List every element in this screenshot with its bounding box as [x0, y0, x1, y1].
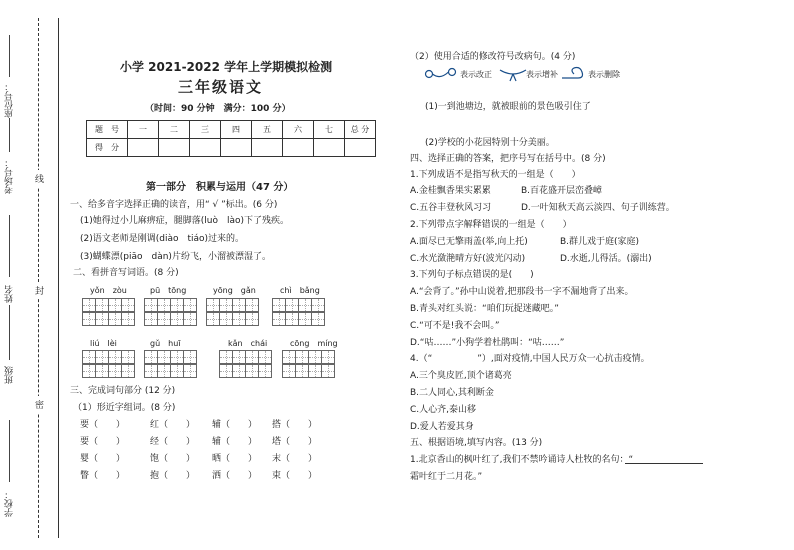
- score-cell[interactable]: [221, 139, 252, 157]
- q3-title: 三、完成词句部分 (12 分): [70, 386, 176, 396]
- name-field[interactable]: [9, 215, 10, 277]
- score-header-cell: 七: [314, 121, 345, 139]
- pinyin-label: yōng gǎn: [213, 286, 256, 295]
- q4-option: C.五谷丰登秋风习习: [410, 203, 492, 213]
- q5-sentence-end: 霜叶红于二月花。”: [410, 472, 483, 482]
- q4-option: D.一叶知秋天高云淡四、句子训练营。: [521, 203, 675, 213]
- writing-grid[interactable]: [144, 350, 196, 364]
- score-header-row: [87, 121, 376, 139]
- q4-option: C.“可不是!我不会叫。”: [410, 321, 500, 331]
- cut-char-seal: 封: [35, 282, 44, 299]
- word-item: 要（ ）: [80, 437, 126, 447]
- pinyin-label: chì bǎng: [280, 286, 320, 295]
- writing-grid[interactable]: [206, 298, 258, 312]
- score-header-cell: 五: [252, 121, 283, 139]
- q1-title: 一、给多音字选择正确的读音，用“ √ ”标出。(6 分): [70, 200, 278, 210]
- pinyin-label: gǔ huī: [150, 339, 181, 348]
- writing-grid[interactable]: [282, 364, 334, 378]
- word-item: 婴（ ）: [80, 454, 126, 464]
- score-header-cell: 总 分: [345, 121, 376, 139]
- word-item: 末（ ）: [272, 454, 318, 464]
- score-cell[interactable]: [128, 139, 159, 157]
- q4-option: B.青头对红头说：“咱们玩捉迷藏吧。”: [410, 304, 559, 314]
- writing-grid[interactable]: [82, 350, 134, 364]
- pinyin-label: cōng míng: [290, 339, 338, 348]
- pinyin-label: pū tōng: [150, 286, 187, 295]
- binding-dashed-line: [38, 18, 39, 538]
- q4-option: A.三个臭皮匠,顶个诸葛亮: [410, 371, 512, 381]
- time-info: （时间：90 分钟 满分：100 分）: [145, 104, 291, 114]
- writing-grid[interactable]: [282, 350, 334, 364]
- score-cell[interactable]: [252, 139, 283, 157]
- word-item: 红（ ）: [150, 420, 196, 430]
- insert-symbol-icon: [498, 66, 528, 82]
- q4-option: A.金桂飘香果实累累: [410, 186, 491, 196]
- q4-option: D.“咕……”小狗学着杜鹃叫：“咕……”: [410, 338, 565, 348]
- exam-room-label: 考场号：: [5, 158, 15, 194]
- writing-grid[interactable]: [144, 298, 196, 312]
- score-row: [87, 139, 376, 157]
- word-item: 束（ ）: [272, 471, 318, 481]
- school-field[interactable]: [9, 420, 10, 482]
- word-item: 抱（ ）: [150, 471, 196, 481]
- score-cell[interactable]: [283, 139, 314, 157]
- word-item: 辅（ ）: [212, 420, 258, 430]
- word-item: 饱（ ）: [150, 454, 196, 464]
- word-item: 晒（ ）: [212, 454, 258, 464]
- writing-grid[interactable]: [206, 312, 258, 326]
- legend-correct: 表示改正: [460, 70, 492, 79]
- q3-subtitle: （1）形近字组词。(8 分): [73, 403, 176, 413]
- exam-subject: 三年级语文: [178, 78, 264, 96]
- word-item: 瞥（ ）: [80, 471, 126, 481]
- exam-title: 小学 2021-2022 学年上学期模拟检测: [120, 60, 333, 74]
- writing-grid[interactable]: [219, 350, 271, 364]
- q4-option: C.水光潋滟晴方好(波光闪动): [410, 254, 526, 264]
- writing-grid[interactable]: [144, 364, 196, 378]
- score-row-label: 得 分: [87, 139, 128, 157]
- word-item: 塔（ ）: [272, 437, 318, 447]
- name-label: 姓名: [5, 285, 15, 303]
- exam-room-field[interactable]: [9, 118, 10, 152]
- q4-option: B.群儿戏于庭(家庭): [560, 237, 640, 247]
- class-field[interactable]: [9, 305, 10, 360]
- pinyin-label: kǎn chái: [228, 339, 268, 348]
- q4-option: B.二人同心,其利断金: [410, 388, 494, 398]
- writing-grid[interactable]: [144, 312, 196, 326]
- writing-grid[interactable]: [272, 312, 324, 326]
- delete-symbol-icon: [560, 62, 586, 82]
- score-header-cell: 一: [128, 121, 159, 139]
- part1-heading: 第一部分 积累与运用（47 分）: [146, 182, 294, 193]
- score-cell[interactable]: [345, 139, 376, 157]
- class-label: 班级: [5, 366, 15, 384]
- word-item: 搭（ ）: [272, 420, 318, 430]
- seat-label: 座位号：: [5, 82, 15, 118]
- score-cell[interactable]: [190, 139, 221, 157]
- q4-question: 1.下列成语不是指写秋天的一组是（ ）: [410, 170, 581, 180]
- q4-question: 2.下列带点字解释错误的一组是（ ）: [410, 220, 572, 230]
- writing-grid[interactable]: [219, 364, 271, 378]
- sick-sentence: (2)学校的小花园特别十分美丽。: [425, 138, 555, 148]
- cut-char-secret: 密: [35, 396, 44, 413]
- q4-option: B.百花盛开层峦叠嶂: [521, 186, 603, 196]
- writing-grid[interactable]: [82, 312, 134, 326]
- q4-option: A.“会背了。”孙中山说着,把那段书一字不漏地背了出来。: [410, 287, 634, 297]
- q4-option: A.面尽已无擎雨盖(举,向上托): [410, 237, 528, 247]
- q4-title: 四、选择正确的答案，把序号写在括号中。(8 分): [410, 154, 606, 164]
- q4-question: 4.（“ ”）,面对疫情,中国人民万众一心抗击疫情。: [410, 354, 650, 364]
- q2-title: 二、看拼音写词语。(8 分): [73, 268, 179, 278]
- q5-sentence: 1.北京香山的枫叶红了,我们不禁吟诵诗人杜牧的名句：“: [410, 455, 634, 465]
- q4-option: C.人心齐,泰山移: [410, 405, 477, 415]
- q1-item: (1)她得过小儿麻痹症，腿脚落(luò lào)下了残疾。: [80, 216, 290, 226]
- q1-item: (3)蝴蝶漂(piāo dàn)片纷飞，小溜被漂湿了。: [80, 252, 271, 262]
- word-item: 要（ ）: [80, 420, 126, 430]
- answer-blank[interactable]: [625, 463, 703, 464]
- writing-grid[interactable]: [82, 298, 134, 312]
- writing-grid[interactable]: [272, 298, 324, 312]
- sick-sentence: (1)一到池塘边，就被眼前的景色吸引住了: [425, 102, 591, 112]
- score-header-cell: 二: [159, 121, 190, 139]
- score-header-cell: 题 号: [87, 121, 128, 139]
- score-header-cell: 四: [221, 121, 252, 139]
- binding-solid-line: [58, 18, 59, 538]
- school-label: 学校：: [5, 490, 15, 517]
- score-table: [86, 120, 376, 157]
- legend-insert: 表示增补: [526, 70, 558, 79]
- word-item: 辅（ ）: [212, 437, 258, 447]
- q5-title: 五、根据语境,填写内容。(13 分): [410, 438, 543, 448]
- q3-2-title: （2）使用合适的修改符号改病句。(4 分): [410, 52, 576, 62]
- score-cell[interactable]: [314, 139, 345, 157]
- q4-option: D.爱人若爱其身: [410, 422, 474, 432]
- seat-field[interactable]: [9, 35, 10, 77]
- word-item: 洒（ ）: [212, 471, 258, 481]
- pinyin-label: liú lèi: [90, 339, 117, 348]
- correction-symbol-icon: [424, 66, 464, 82]
- score-header-cell: 六: [283, 121, 314, 139]
- word-item: 经（ ）: [150, 437, 196, 447]
- q1-item: (2)语文老师是刚调(diào tiáo)过来的。: [80, 234, 245, 244]
- score-header-cell: 三: [190, 121, 221, 139]
- q4-option: D.水逝,儿得活。(溺出): [560, 254, 652, 264]
- cut-char-line: 线: [35, 170, 44, 187]
- score-cell[interactable]: [159, 139, 190, 157]
- pinyin-label: yǒn zòu: [90, 286, 127, 295]
- q4-question: 3.下列句子标点错误的是( ): [410, 270, 534, 280]
- legend-delete: 表示删除: [588, 70, 620, 79]
- writing-grid[interactable]: [82, 364, 134, 378]
